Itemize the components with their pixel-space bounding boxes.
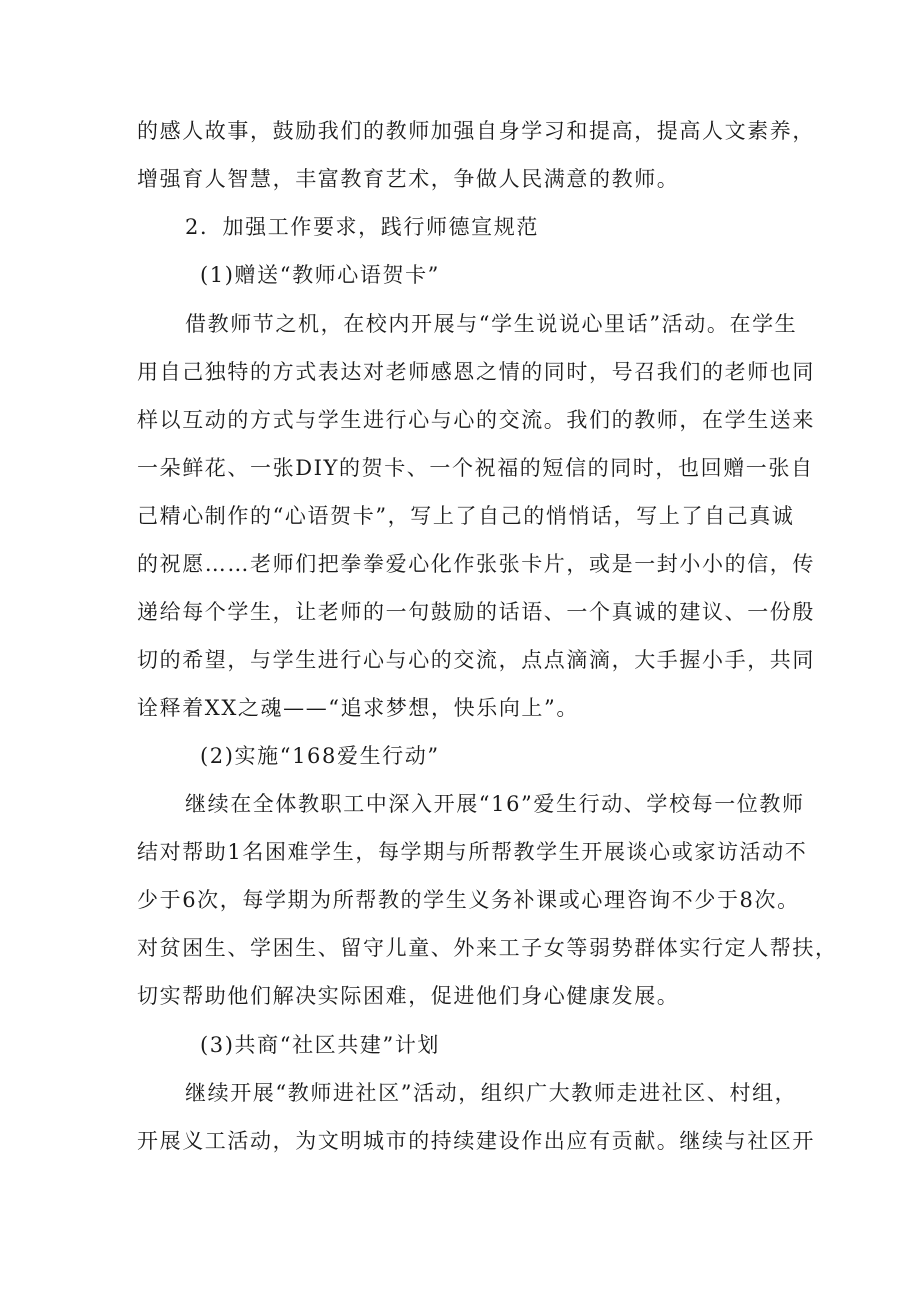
paragraph-line: 的感人故事，鼓励我们的教师加强自身学习和提高，提高人文素养， xyxy=(137,119,815,143)
paragraph-line: 样以互动的方式与学生进行心与心的交流。我们的教师，在学生送来 xyxy=(137,408,815,432)
paragraph-line: 继续开展“教师进社区”活动，组织广大教师走进社区、村组， xyxy=(185,1081,798,1105)
paragraph-line: 少于6次，每学期为所帮教的学生义务补课或心理咨询不少于8次。 xyxy=(137,888,800,912)
paragraph-line: 的祝愿……老师们把拳拳爱心化作张张卡片，或是一封小小的信，传 xyxy=(137,552,815,576)
paragraph-line: 用自己独特的方式表达对老师感恩之情的同时，号召我们的老师也同 xyxy=(137,360,815,384)
paragraph-line: 递给每个学生，让老师的一句鼓励的话语、一个真诚的建议、一份殷 xyxy=(137,600,815,624)
subsection-heading: (2)实施“168爱生行动” xyxy=(200,744,440,768)
paragraph-line: 诠释着XX之魂——“追求梦想，快乐向上”。 xyxy=(137,696,579,720)
paragraph-line: 切实帮助他们解决实际困难，促进他们身心健康发展。 xyxy=(137,984,680,1008)
paragraph-line: 一朵鲜花、一张DIY的贺卡、一个祝福的短信的同时，也回赠一张自 xyxy=(137,456,814,480)
paragraph-line: 己精心制作的“心语贺卡”，写上了自己的悄悄话，写上了自己真诚 xyxy=(137,504,795,528)
subsection-heading: (1)赠送“教师心语贺卡” xyxy=(200,263,441,287)
paragraph-line: 继续在全体教职工中深入开展“16”爱生行动、学校每一位教师 xyxy=(185,792,805,816)
paragraph-line: 对贫困生、学困生、留守儿童、外来工子女等弱势群体实行定人帮扶， xyxy=(137,936,838,960)
section-heading: 2．加强工作要求，践行师德宣规范 xyxy=(185,215,539,239)
paragraph-line: 切的希望，与学生进行心与心的交流，点点滴滴，大手握小手，共同 xyxy=(137,648,815,672)
subsection-heading: (3)共商“社区共建”计划 xyxy=(200,1033,441,1057)
paragraph-line: 结对帮助1名困难学生，每学期与所帮教学生开展谈心或家访活动不 xyxy=(137,840,808,864)
paragraph-line: 增强育人智慧，丰富教育艺术，争做人民满意的教师。 xyxy=(137,167,680,191)
paragraph-line: 开展义工活动，为文明城市的持续建设作出应有贡献。继续与社区开 xyxy=(137,1129,815,1153)
paragraph-line: 借教师节之机，在校内开展与“学生说说心里话”活动。在学生 xyxy=(185,312,798,336)
